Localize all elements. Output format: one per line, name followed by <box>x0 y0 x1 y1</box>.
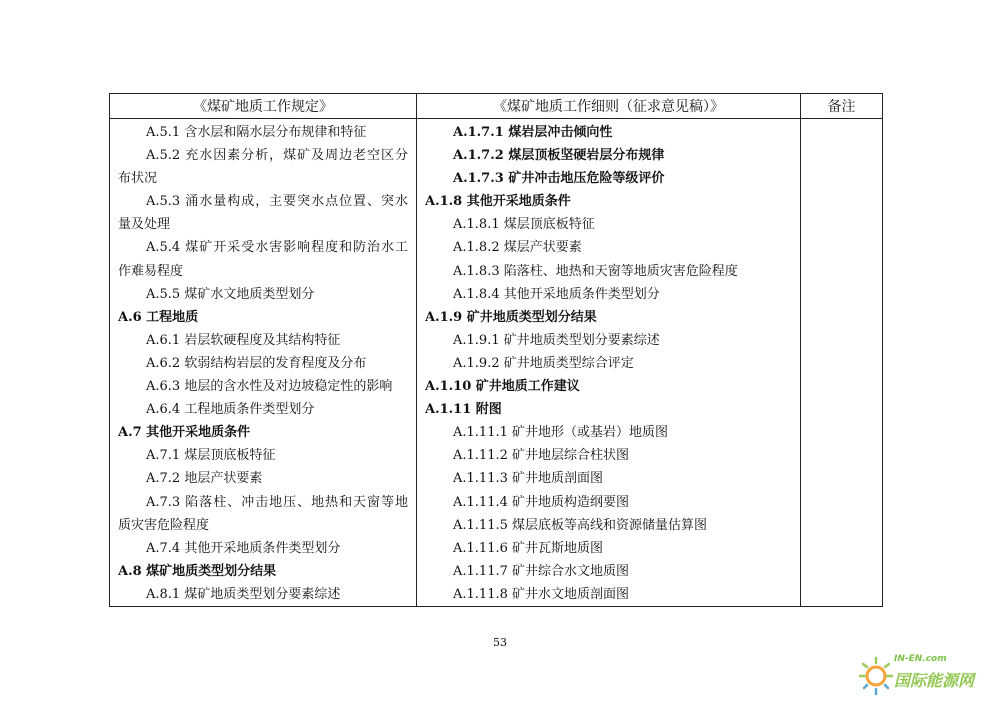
table-header-row <box>110 94 883 119</box>
list-item: A.1.11.5 煤层底板等高线和资源储量估算图 <box>453 517 708 533</box>
header-remarks: 备注 <box>801 94 883 119</box>
list-item: A.1.11.3 矿井地质剖面图 <box>453 471 604 487</box>
list-item: A.1.7.3 矿井冲击地压危险等级评价 <box>453 171 665 187</box>
list-item: A.7.1 煤层顶底板特征 <box>146 448 276 464</box>
list-item: A.1.8.1 煤层顶底板特征 <box>453 217 595 233</box>
list-item: 作难易程度 <box>118 263 184 279</box>
remarks-column <box>801 119 883 607</box>
page-number: 53 <box>493 636 507 649</box>
section-heading: A.1.9 矿井地质类型划分结果 <box>425 309 597 325</box>
list-item: A.1.7.1 煤岩层冲击倾向性 <box>453 125 613 140</box>
list-item: A.5.3 涌水量构成，主要突水点位置、突水 <box>146 194 408 210</box>
list-item: A.1.11.6 矿井瓦斯地质图 <box>453 540 604 556</box>
list-item: 质灾害危险程度 <box>118 517 210 533</box>
list-item: A.6.2 软弱结构岩层的发育程度及分布 <box>146 355 367 371</box>
list-item: A.8.1 煤矿地质类型划分要素综述 <box>146 586 341 602</box>
list-item: A.7.2 地层产状要素 <box>146 471 263 487</box>
list-item: A.1.9.2 矿井地质类型综合评定 <box>453 355 634 371</box>
watermark-logo <box>858 652 998 702</box>
list-item: A.6.3 地层的含水性及对边坡稳定性的影响 <box>146 379 393 395</box>
sun-logo-icon <box>858 652 894 696</box>
list-item: A.7.4 其他开采地质条件类型划分 <box>146 540 341 556</box>
list-item: A.1.9.1 矿井地质类型划分要素综述 <box>453 332 660 348</box>
section-heading: A.6 工程地质 <box>118 309 199 325</box>
header-new-rules: 《煤矿地质工作细则（征求意见稿）》 <box>417 94 801 119</box>
list-item: A.1.11.2 矿井地层综合柱状图 <box>453 448 630 464</box>
list-item: A.5.4 煤矿开采受水害影响程度和防治水工 <box>146 240 408 256</box>
list-item: A.1.8.4 其他开采地质条件类型划分 <box>453 286 660 302</box>
list-item: 量及处理 <box>118 217 171 233</box>
list-item: A.7.3 陷落柱、冲击地压、地热和天窗等地 <box>146 494 408 510</box>
watermark-cn: 国际能源网 <box>894 671 975 690</box>
header-old-regulation: 《煤矿地质工作规定》 <box>110 94 417 119</box>
list-item: A.6.4 工程地质条件类型划分 <box>146 402 315 418</box>
list-item: A.1.11.1 矿井地形（或基岩）地质图 <box>453 425 669 441</box>
section-heading: A.1.11 附图 <box>425 402 502 418</box>
list-item: A.1.11.8 矿井水文地质剖面图 <box>453 586 630 602</box>
list-item: A.1.11.4 矿井地质构造纲要图 <box>453 494 630 510</box>
section-heading: A.8 煤矿地质类型划分结果 <box>118 563 277 579</box>
list-item: 布状况 <box>118 171 158 187</box>
watermark-en: IN-EN.com <box>894 654 947 664</box>
left-column <box>110 119 417 607</box>
list-item: A.1.8.2 煤层产状要素 <box>453 240 582 256</box>
list-item: A.5.2 充水因素分析，煤矿及周边老空区分 <box>146 148 408 164</box>
list-item: A.6.1 岩层软硬程度及其结构特征 <box>146 332 341 348</box>
comparison-table <box>109 93 883 607</box>
list-item: A.1.11.7 矿井综合水文地质图 <box>453 563 630 579</box>
section-heading: A.1.10 矿井地质工作建议 <box>425 379 580 395</box>
list-item: A.1.7.2 煤层顶板坚硬岩层分布规律 <box>453 148 665 164</box>
table-body-row <box>110 119 883 607</box>
right-column <box>417 119 801 607</box>
section-heading: A.7 其他开采地质条件 <box>118 425 251 441</box>
section-heading: A.1.8 其他开采地质条件 <box>425 194 571 210</box>
list-item: A.5.5 煤矿水文地质类型划分 <box>146 286 315 302</box>
list-item: A.5.1 含水层和隔水层分布规律和特征 <box>146 125 367 140</box>
list-item: A.1.8.3 陷落柱、地热和天窗等地质灾害危险程度 <box>453 263 738 279</box>
